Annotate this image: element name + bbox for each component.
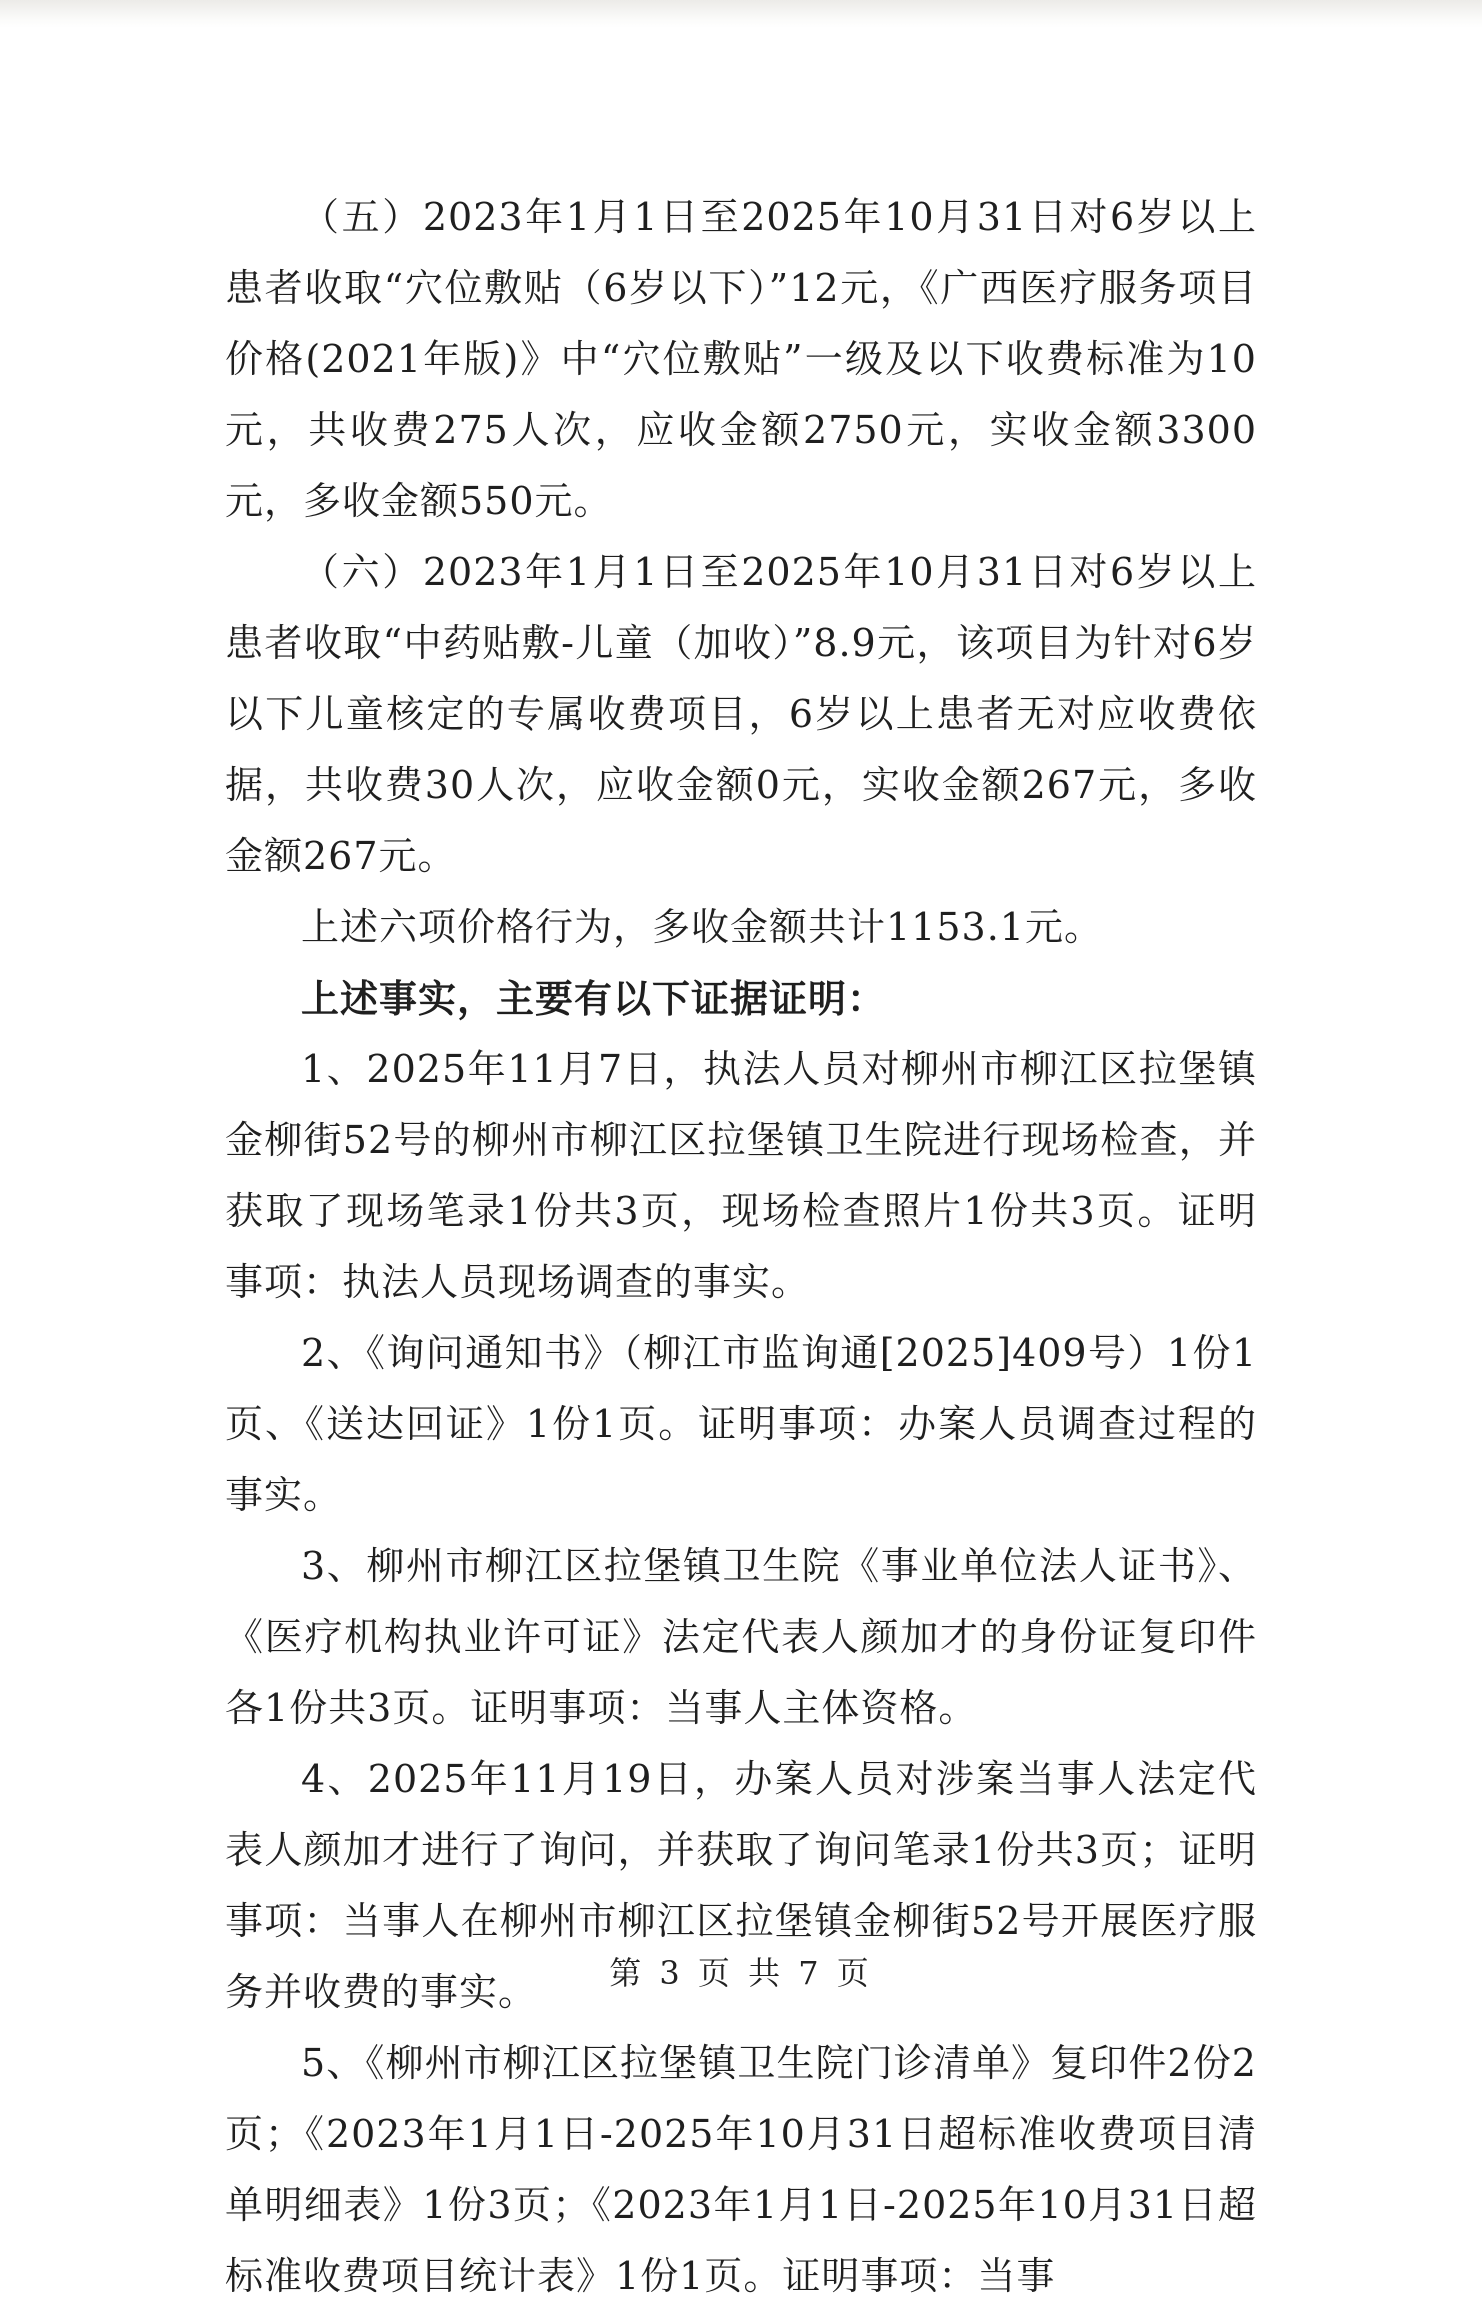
paragraph-item-6: （六）2023年1月1日至2025年10月31日对6岁以上患者收取“中药贴敷-儿童（加收）”8.9元，该项目为针对6岁以下儿童核定的专属收费项目，6岁以上患者无对应收费依据，共收费30人次，应收金额0元，实收金额267元，多收金额267元。	[225, 550, 1257, 878]
paragraph-evidence-4: 4、2025年11月19日，办案人员对涉案当事人法定代表人颜加才进行了询问，并获取了询问笔录1份共3页；证明事项：当事人在柳州市柳江区拉堡镇金柳街52号开展医疗服务并收费的事实。	[225, 1757, 1257, 2014]
page-number-footer: 第 3 页 共 7 页	[609, 1954, 873, 1992]
paragraph-evidence-heading: 上述事实，主要有以下证据证明：	[301, 976, 887, 1021]
paragraph-item-5: （五）2023年1月1日至2025年10月31日对6岁以上患者收取“穴位敷贴（6岁以下）”12元，《广西医疗服务项目价格(2021年版)》中“穴位敷贴”一级及以下收费标准为10元，共收费275人次，应收金额2750元，实收金额3300元，多收金额550元。	[225, 195, 1257, 523]
paragraph-total-overcharge: 上述六项价格行为，多收金额共计1153.1元。	[301, 905, 1103, 949]
paragraph-evidence-1: 1、2025年11月7日，执法人员对柳州市柳江区拉堡镇金柳街52号的柳州市柳江区拉堡镇卫生院进行现场检查，并获取了现场笔录1份共3页，现场检查照片1份共3页。证明事项：执法人员现场调查的事实。	[225, 1047, 1257, 1304]
paragraph-evidence-2: 2、《询问通知书》（柳江市监询通[2025]409号）1份1页、《送达回证》1份1页。证明事项：办案人员调查过程的事实。	[225, 1331, 1257, 1517]
paragraph-evidence-3: 3、柳州市柳江区拉堡镇卫生院《事业单位法人证书》、《医疗机构执业许可证》法定代表人颜加才的身份证复印件各1份共3页。证明事项：当事人主体资格。	[225, 1544, 1257, 1730]
paragraph-evidence-5: 5、《柳州市柳江区拉堡镇卫生院门诊清单》复印件2份2页；《2023年1月1日-2025年10月31日超标准收费项目清单明细表》1份3页；《2023年1月1日-2025年10月31日超标准收费项目统计表》1份1页。证明事项：当事	[225, 2041, 1257, 2298]
